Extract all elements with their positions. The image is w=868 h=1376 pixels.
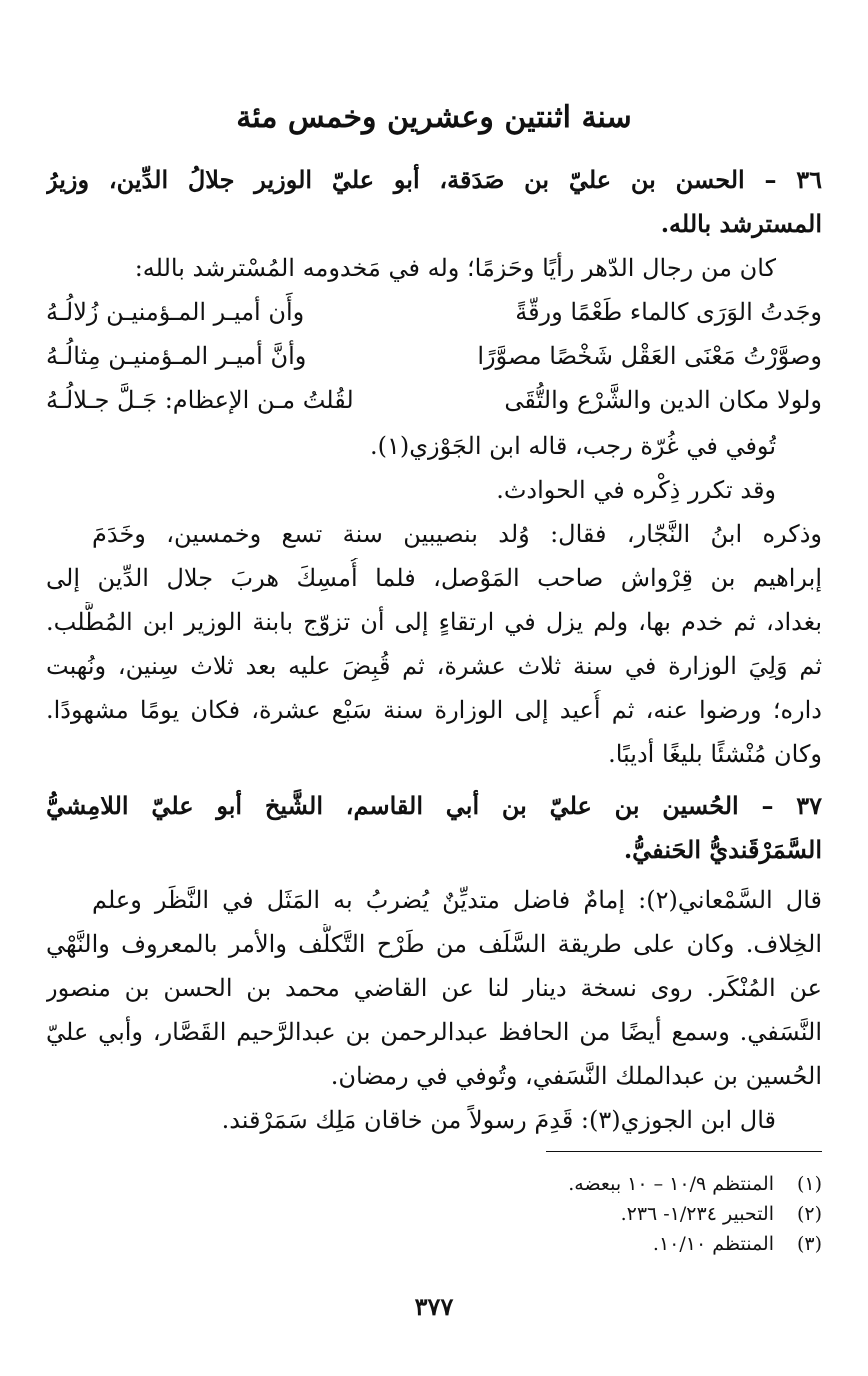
- entry-37-body-line-5: الحُسين بن عبدالملك النَّسَفي، وتُوفي في رمضان.: [330, 1062, 822, 1090]
- poem-verse-2: [46, 336, 822, 376]
- entry-36-intro: كان من رجال الدّهر رأيًا وحَزمًا؛ وله في مَخدومه المُسْترشد بالله:: [134, 254, 776, 282]
- footnote-3-text: المنتظم ١٠/١٠.: [652, 1233, 774, 1255]
- entry-37-title-line-1: ٣٧ – الحُسين بن عليّ بن أبي القاسم، الشَّيخ أبو عليّ اللامِشيُّ: [46, 791, 822, 820]
- najjar-line-5: داره؛ ورضوا عنه، ثم أُعيد إلى الوزارة سنة سَبْع عشرة، فكان يومًا مشهودًا.: [46, 696, 822, 724]
- footnote-3: [222, 1230, 822, 1258]
- verse-1-first-hemistich: وجَدتُ الوَرَى كالماء طَعْمًا ورقّةً: [515, 298, 822, 326]
- verse-2-second-hemistich: وأنَّ أميـر المـؤمنيـن مِثالُـهُ: [46, 342, 307, 370]
- entry-37-body-line-3: عن المُنْكَر. روى نسخة دينار لنا عن القاضي محمد بن الحسن بن منصور: [46, 974, 822, 1002]
- footnote-3-number: (٣): [796, 1233, 822, 1255]
- entry-37-title-line-2: السَّمَرْقَنديُّ الحَنفيُّ.: [623, 835, 822, 864]
- footnote-2-number: (٢): [796, 1203, 822, 1225]
- footnote-1: [222, 1170, 822, 1198]
- entry-37-jawzi: قال ابن الجوزي(٣): قَدِمَ رسولاً من خاقان مَلِك سَمَرْقند.: [221, 1106, 776, 1134]
- footnote-1-text: المنتظم ١٠/٩ – ١٠ ببعضه.: [568, 1173, 774, 1195]
- entry-36-title-line-2: المسترشد بالله.: [660, 209, 822, 238]
- entry-36-title-line-1: ٣٦ – الحسن بن عليّ بن صَدَقة، أبو عليّ الوزير جلالُ الدِّين، وزيرُ: [46, 165, 822, 194]
- year-heading: سنة اثنتين وعشرين وخمس مئة: [236, 100, 632, 135]
- najjar-line-3: بغداد، ثم خدم بها، ولم يزل في ارتقاءٍ إلى أن تزوّج بابنة الوزير ابن المُطَّلب.: [46, 608, 822, 636]
- verse-3-first-hemistich: ولولا مكان الدين والشَّرْع والتُّقَى: [504, 386, 822, 414]
- verse-3-second-hemistich: لقُلتُ مـن الإعظام: جَـلَّ جـلالُـهُ: [46, 386, 354, 414]
- najjar-line-4: ثم وَلِيَ الوزارة في سنة ثلاث عشرة، ثم قُبِضَ عليه بعد ثلاث سِنين، ونُهبت: [46, 652, 822, 680]
- entry-37-body-line-1: قال السَّمْعاني(٢): إمامٌ فاضل متديِّنٌ يُضربُ به المَثَل في النَّظَر وعلم: [92, 886, 822, 914]
- entry-36-death: تُوفي في غُرّة رجب، قاله ابن الجَوْزي(١).: [370, 432, 776, 460]
- verse-2-first-hemistich: وصوَّرْتُ مَعْنَى العَقْل شَخْصًا مصوَّرًا: [477, 342, 822, 370]
- footnote-2-text: التحبير ١/٢٣٤- ٢٣٦.: [620, 1203, 774, 1225]
- poem-verse-1: [46, 292, 822, 332]
- najjar-line-2: إبراهيم بن قِرْواش صاحب المَوْصل، فلما أُمسِكَ هربَ جلال الدِّين إلى: [46, 564, 822, 592]
- page-number: ٣٧٧: [414, 1292, 454, 1321]
- poem-verse-3: [46, 380, 822, 420]
- najjar-line-6: وكان مُنْشئًا بليغًا أديبًا.: [608, 740, 822, 768]
- entry-36-repeat-note: وقد تكرر ذِكْره في الحوادث.: [496, 476, 776, 504]
- footnote-2: [222, 1200, 822, 1228]
- verse-1-second-hemistich: وأَن أميـر المـؤمنيـن زُلالُـهُ: [46, 298, 305, 326]
- entry-37-body-line-2: الخِلاف. وكان على طريقة السَّلَف من طَرْح التَّكلُّف والأمر بالمعروف والنَّهْي: [46, 930, 822, 958]
- najjar-line-1: وذكره ابنُ النَّجّار، فقال: وُلد بنصيبين سنة تسع وخمسين، وخَدَمَ: [92, 520, 822, 548]
- entry-37-body-line-4: النَّسَفي. وسمع أيضًا من الحافظ عبدالرحمن بن عبدالرَّحيم القَصَّار، وأبي عليّ: [46, 1018, 822, 1046]
- footnote-1-number: (١): [796, 1173, 822, 1195]
- footnote-separator: [546, 1151, 822, 1152]
